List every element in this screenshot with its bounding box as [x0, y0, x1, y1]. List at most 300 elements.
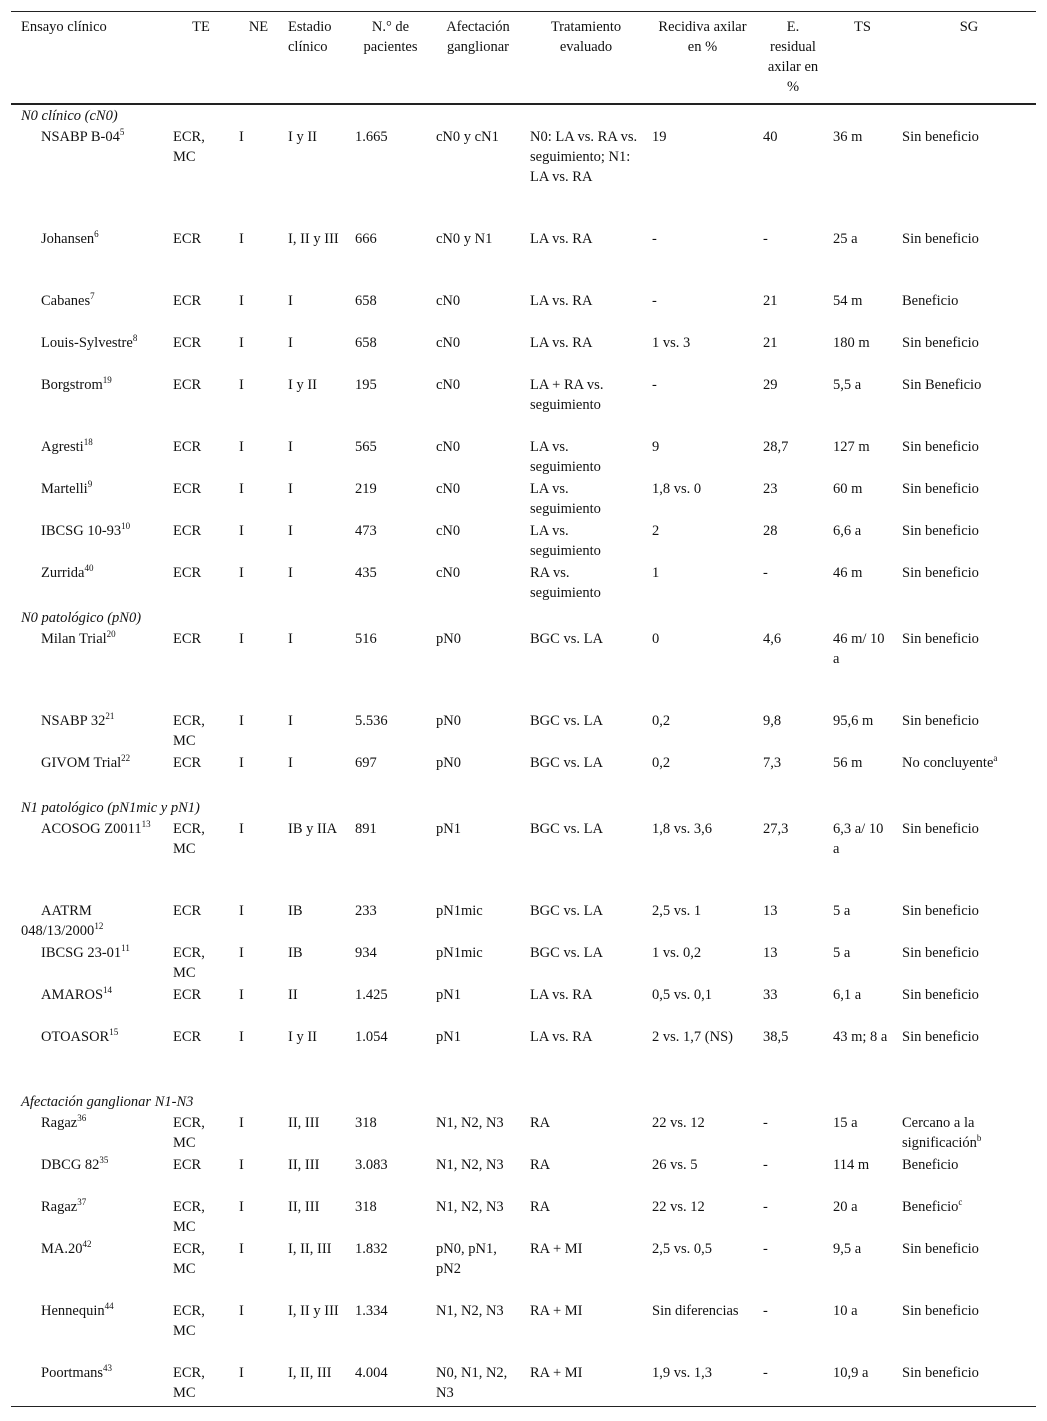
- table-cell: [278, 437, 345, 479]
- cell-value: 10 a: [833, 1302, 858, 1319]
- table-cell: [520, 819, 642, 901]
- cell-value: IB: [288, 902, 303, 919]
- trial-name: DBCG 82: [41, 1156, 100, 1173]
- table-cell: [823, 1301, 892, 1363]
- table-cell: [892, 1155, 1036, 1197]
- cell-value: ECR, MC: [173, 1302, 205, 1339]
- trial-name-cell: [11, 1301, 163, 1363]
- table-cell: [823, 437, 892, 479]
- cell-value: Sin beneficio: [902, 334, 979, 351]
- table-cell: [163, 1113, 229, 1155]
- reference-number: 44: [104, 1300, 114, 1311]
- table-row: [11, 985, 1036, 1027]
- table-cell: [278, 1027, 345, 1091]
- table-cell: [753, 1027, 823, 1091]
- cell-value: Sin beneficio: [902, 522, 979, 539]
- table-row: [11, 1197, 1036, 1239]
- table-cell: [753, 521, 823, 563]
- trial-name-cell: [11, 375, 163, 437]
- table-cell: [823, 127, 892, 229]
- header-cell: NE: [248, 19, 269, 35]
- table-cell: [163, 1027, 229, 1091]
- trial-name-cell: [11, 563, 163, 607]
- table-cell: [163, 521, 229, 563]
- trial-name: Milan Trial: [41, 630, 107, 647]
- table-row: [11, 901, 1036, 943]
- cell-value: 22 vs. 12: [652, 1114, 705, 1131]
- cell-value: BGC vs. LA: [530, 820, 603, 837]
- table-cell: [520, 437, 642, 479]
- table-cell: [345, 753, 426, 797]
- trial-name: NSABP B-04: [41, 128, 120, 145]
- table-cell: [229, 1197, 278, 1239]
- table-cell: [229, 901, 278, 943]
- table-cell: [426, 943, 520, 985]
- table-cell: [163, 629, 229, 711]
- trial-name-cell: [11, 437, 163, 479]
- cell-value: I: [239, 986, 244, 1003]
- table-cell: [345, 1363, 426, 1407]
- table-row: [11, 1113, 1036, 1155]
- table-cell: [426, 1027, 520, 1091]
- cell-value: ECR: [173, 630, 202, 647]
- cell-value: 219: [355, 480, 377, 497]
- table-cell: [229, 563, 278, 607]
- header-cell: Estadio clínico: [288, 19, 332, 55]
- cell-value: I: [239, 1364, 244, 1381]
- cell-value: 26 vs. 5: [652, 1156, 698, 1173]
- table-row: [11, 1155, 1036, 1197]
- table-cell: [520, 1363, 642, 1407]
- table-cell: [892, 291, 1036, 333]
- table-cell: [642, 1027, 753, 1091]
- cell-value: ECR: [173, 230, 202, 247]
- cell-value: I: [239, 564, 244, 581]
- header-cell: TE: [192, 19, 210, 35]
- cell-value: RA vs. seguimiento: [530, 564, 601, 601]
- table-cell: [753, 229, 823, 291]
- header-cell: E. residual axilar en %: [767, 19, 819, 95]
- table-cell: [753, 563, 823, 607]
- table-cell: [229, 1301, 278, 1363]
- cell-value: 7,3: [763, 754, 782, 771]
- cell-value: ECR, MC: [173, 1114, 205, 1151]
- cell-value: II: [288, 986, 298, 1003]
- cell-value: I: [239, 1028, 244, 1045]
- table-row: [11, 629, 1036, 711]
- trial-name: AMAROS: [41, 986, 104, 1003]
- table-cell: [229, 629, 278, 711]
- table-row: [11, 437, 1036, 479]
- table-cell: [823, 229, 892, 291]
- table-row: [11, 127, 1036, 229]
- table-cell: [345, 1113, 426, 1155]
- table-cell: [520, 375, 642, 437]
- table-cell: [642, 943, 753, 985]
- table-cell: [163, 479, 229, 521]
- table-cell: [892, 901, 1036, 943]
- cell-value: 5,5 a: [833, 376, 862, 393]
- table-cell: [426, 629, 520, 711]
- cell-value: ECR: [173, 376, 202, 393]
- table-cell: [823, 819, 892, 901]
- table-cell: [520, 1239, 642, 1301]
- cell-value: I: [239, 1114, 244, 1131]
- table-cell: [823, 901, 892, 943]
- table-row: [11, 753, 1036, 797]
- cell-value: Sin beneficio: [902, 1364, 979, 1381]
- table-cell: [520, 1027, 642, 1091]
- cell-value: I y II: [288, 376, 317, 393]
- cell-value: Sin beneficio: [902, 564, 979, 581]
- table-cell: [642, 229, 753, 291]
- table-cell: [278, 1155, 345, 1197]
- table-cell: [753, 1155, 823, 1197]
- cell-value: 6,1 a: [833, 986, 862, 1003]
- table-cell: [520, 943, 642, 985]
- header-cell: Afectación ganglionar: [446, 19, 510, 55]
- table-cell: [345, 901, 426, 943]
- cell-value: I: [239, 128, 244, 145]
- table-cell: [278, 1301, 345, 1363]
- trial-name: Martelli: [41, 480, 88, 497]
- table-cell: [642, 375, 753, 437]
- trial-name-cell: [11, 1027, 163, 1091]
- cell-value: 1: [652, 564, 660, 581]
- table-cell: [642, 985, 753, 1027]
- table-cell: [823, 711, 892, 753]
- table-cell: [823, 1363, 892, 1407]
- cell-value: ECR: [173, 438, 202, 455]
- table-cell: [229, 1155, 278, 1197]
- table-cell: [892, 1239, 1036, 1301]
- table-cell: [520, 291, 642, 333]
- table-cell: [520, 1113, 642, 1155]
- table-cell: [892, 127, 1036, 229]
- section-row: [11, 797, 1036, 819]
- table-cell: [426, 563, 520, 607]
- reference-number: 37: [77, 1196, 87, 1207]
- table-cell: [520, 521, 642, 563]
- cell-value: ECR: [173, 292, 202, 309]
- table-cell: [892, 985, 1036, 1027]
- cell-value: 36 m: [833, 128, 863, 145]
- cell-value: 180 m: [833, 334, 870, 351]
- cell-value: 658: [355, 334, 377, 351]
- cell-value: 1.832: [355, 1240, 388, 1257]
- cell-value: 13: [763, 944, 778, 961]
- table-cell: [642, 521, 753, 563]
- header-cell: TS: [854, 19, 871, 35]
- cell-value: RA + MI: [530, 1302, 583, 1319]
- cell-value: I: [288, 630, 293, 647]
- cell-value: Sin beneficio: [902, 1302, 979, 1319]
- cell-value: cN0 y N1: [436, 230, 493, 247]
- table-cell: [426, 1301, 520, 1363]
- cell-value: LA vs. seguimiento: [530, 480, 601, 517]
- table-cell: [823, 753, 892, 797]
- cell-value: I: [288, 480, 293, 497]
- reference-number: 10: [121, 520, 131, 531]
- cell-value: I, II, III: [288, 1240, 332, 1257]
- table-cell: [229, 479, 278, 521]
- cell-value: BGC vs. LA: [530, 902, 603, 919]
- trial-name-cell: [11, 1113, 163, 1155]
- table-cell: [426, 127, 520, 229]
- cell-value: 1,8 vs. 3,6: [652, 820, 713, 837]
- cell-value: I: [288, 438, 293, 455]
- table-cell: [892, 753, 1036, 797]
- cell-value: 28,7: [763, 438, 789, 455]
- cell-value: I: [239, 376, 244, 393]
- trial-name: OTOASOR: [41, 1028, 110, 1045]
- reference-number: 15: [109, 1026, 119, 1037]
- cell-value: I: [288, 522, 293, 539]
- table-cell: [753, 333, 823, 375]
- cell-value: Beneficio: [902, 1198, 959, 1215]
- cell-value: 1.665: [355, 128, 388, 145]
- cell-value: LA vs. seguimiento: [530, 438, 601, 475]
- table-cell: [345, 479, 426, 521]
- table-row: [11, 521, 1036, 563]
- table-cell: [278, 333, 345, 375]
- table-cell: [426, 437, 520, 479]
- table-cell: [426, 753, 520, 797]
- table-cell: [163, 333, 229, 375]
- table-cell: [753, 375, 823, 437]
- table-cell: [278, 479, 345, 521]
- trial-name-cell: [11, 629, 163, 711]
- cell-value: I, II, III: [288, 1364, 332, 1381]
- reference-number: 11: [121, 942, 130, 953]
- cell-value: I: [239, 902, 244, 919]
- cell-value: cN0: [436, 334, 461, 351]
- table-cell: [278, 229, 345, 291]
- reference-number: 12: [94, 920, 104, 931]
- header-cell: Tratamiento evaluado: [550, 19, 622, 55]
- cell-value: 54 m: [833, 292, 863, 309]
- cell-value: ECR, MC: [173, 1364, 205, 1401]
- cell-value: BGC vs. LA: [530, 944, 603, 961]
- cell-value: 25 a: [833, 230, 858, 247]
- table-cell: [642, 127, 753, 229]
- table-cell: [823, 333, 892, 375]
- trial-name-cell: [11, 943, 163, 985]
- cell-value: BGC vs. LA: [530, 630, 603, 647]
- cell-value: pN1mic: [436, 902, 483, 919]
- cell-value: LA vs. RA: [530, 230, 593, 247]
- table-cell: [163, 901, 229, 943]
- cell-value: I: [288, 712, 293, 729]
- cell-value: I: [239, 1156, 244, 1173]
- cell-value: ECR: [173, 1156, 202, 1173]
- trial-name: Ragaz: [41, 1114, 78, 1131]
- table-cell: [753, 985, 823, 1027]
- cell-value: 43 m; 8 a: [833, 1028, 888, 1045]
- reference-number: 22: [121, 752, 131, 763]
- cell-value: 318: [355, 1114, 377, 1131]
- cell-value: I: [239, 820, 244, 837]
- table-cell: [345, 985, 426, 1027]
- table-cell: [163, 1301, 229, 1363]
- cell-value: 13: [763, 902, 778, 919]
- reference-number: 7: [90, 290, 95, 301]
- table-cell: [823, 479, 892, 521]
- cell-value: 5 a: [833, 944, 851, 961]
- cell-value: I: [239, 944, 244, 961]
- cell-value: Beneficio: [902, 1156, 959, 1173]
- trial-name: GIVOM Trial: [41, 754, 122, 771]
- cell-value: I: [239, 292, 244, 309]
- table-row: [11, 291, 1036, 333]
- cell-value: Sin diferencias: [652, 1302, 739, 1319]
- cell-value: cN0 y cN1: [436, 128, 499, 145]
- table-cell: [426, 819, 520, 901]
- table-cell: [753, 1113, 823, 1155]
- cell-value: -: [763, 1302, 768, 1319]
- trial-name: Zurrida: [41, 564, 85, 581]
- table-row: [11, 563, 1036, 607]
- table-cell: [426, 1363, 520, 1407]
- cell-value: I: [239, 480, 244, 497]
- cell-value: Sin beneficio: [902, 820, 979, 837]
- cell-value: 1 vs. 0,2: [652, 944, 702, 961]
- table-cell: [892, 943, 1036, 985]
- table-cell: [642, 753, 753, 797]
- table-cell: [163, 563, 229, 607]
- table-cell: [426, 1113, 520, 1155]
- table-cell: [642, 1155, 753, 1197]
- cell-value: 27,3: [763, 820, 789, 837]
- trial-name: IBCSG 23-01: [41, 944, 122, 961]
- table-cell: [163, 711, 229, 753]
- cell-value: No concluyente: [902, 754, 994, 771]
- table-cell: [229, 437, 278, 479]
- table-cell: [229, 521, 278, 563]
- cell-value: RA + MI: [530, 1240, 583, 1257]
- cell-value: I: [239, 754, 244, 771]
- table-cell: [426, 1155, 520, 1197]
- table-cell: [163, 437, 229, 479]
- cell-value: ECR: [173, 522, 202, 539]
- header-row: [11, 12, 1036, 104]
- table-cell: [823, 1197, 892, 1239]
- table-cell: [520, 753, 642, 797]
- cell-value: 658: [355, 292, 377, 309]
- table-cell: [345, 563, 426, 607]
- reference-number: 36: [77, 1112, 87, 1123]
- cell-value: 4.004: [355, 1364, 388, 1381]
- table-cell: [163, 127, 229, 229]
- trial-name: Johansen: [41, 230, 95, 247]
- table-cell: [278, 1197, 345, 1239]
- table-cell: [229, 333, 278, 375]
- table-cell: [345, 943, 426, 985]
- cell-value: Sin beneficio: [902, 630, 979, 647]
- table-cell: [345, 291, 426, 333]
- cell-value: I: [239, 230, 244, 247]
- cell-value: LA vs. RA: [530, 292, 593, 309]
- header-cell: N.° de pacientes: [363, 19, 418, 55]
- table-row: [11, 819, 1036, 901]
- table-cell: [163, 985, 229, 1027]
- cell-value: LA vs. RA: [530, 334, 593, 351]
- table-cell: [426, 711, 520, 753]
- table-cell: [753, 753, 823, 797]
- cell-value: Sin beneficio: [902, 480, 979, 497]
- table-row: [11, 1301, 1036, 1363]
- cell-value: 23: [763, 480, 778, 497]
- cell-value: pN1: [436, 986, 461, 1003]
- table-cell: [163, 1197, 229, 1239]
- table-cell: [892, 819, 1036, 901]
- trial-name-cell: [11, 229, 163, 291]
- section-title: N1 patológico (pN1mic y pN1): [21, 799, 200, 816]
- table-cell: [426, 375, 520, 437]
- cell-value: 46 m: [833, 564, 863, 581]
- table-cell: [892, 375, 1036, 437]
- cell-value: I: [239, 438, 244, 455]
- cell-value: ECR: [173, 902, 202, 919]
- trial-name: Louis-Sylvestre: [41, 334, 133, 351]
- table-cell: [278, 1113, 345, 1155]
- table-cell: [892, 1301, 1036, 1363]
- reference-number: 43: [103, 1362, 113, 1373]
- cell-value: Cercano a la significación: [902, 1114, 977, 1151]
- table-cell: [278, 521, 345, 563]
- section-row: [11, 104, 1036, 127]
- cell-value: 29: [763, 376, 778, 393]
- table-cell: [345, 333, 426, 375]
- reference-number: 8: [132, 332, 138, 343]
- table-cell: [753, 901, 823, 943]
- table-cell: [892, 229, 1036, 291]
- table-cell: [229, 985, 278, 1027]
- cell-value: I: [288, 564, 293, 581]
- header-cell: Recidiva axilar en %: [658, 19, 747, 55]
- cell-value: ECR, MC: [173, 1198, 205, 1235]
- table-row: [11, 479, 1036, 521]
- table-cell: [520, 1301, 642, 1363]
- cell-value: 6,3 a/ 10 a: [833, 820, 884, 857]
- cell-value: ECR: [173, 1028, 202, 1045]
- table-cell: [426, 229, 520, 291]
- cell-value: 1 vs. 3: [652, 334, 691, 351]
- cell-value: Sin beneficio: [902, 712, 979, 729]
- cell-value: 114 m: [833, 1156, 870, 1173]
- cell-value: 2: [652, 522, 660, 539]
- table-row: [11, 333, 1036, 375]
- table-cell: [345, 375, 426, 437]
- footnote-mark: a: [993, 752, 998, 763]
- cell-value: BGC vs. LA: [530, 754, 603, 771]
- table-cell: [892, 333, 1036, 375]
- cell-value: -: [763, 1198, 768, 1215]
- cell-value: pN1mic: [436, 944, 483, 961]
- reference-number: 19: [102, 374, 112, 385]
- cell-value: Sin beneficio: [902, 1028, 979, 1045]
- cell-value: 15 a: [833, 1114, 858, 1131]
- table-cell: [426, 521, 520, 563]
- cell-value: RA + MI: [530, 1364, 583, 1381]
- table-cell: [163, 375, 229, 437]
- cell-value: ECR, MC: [173, 820, 205, 857]
- trial-name: Ragaz: [41, 1198, 78, 1215]
- cell-value: ECR, MC: [173, 128, 205, 165]
- cell-value: II, III: [288, 1156, 320, 1173]
- header-cell: Ensayo clínico: [21, 19, 107, 35]
- table-cell: [753, 629, 823, 711]
